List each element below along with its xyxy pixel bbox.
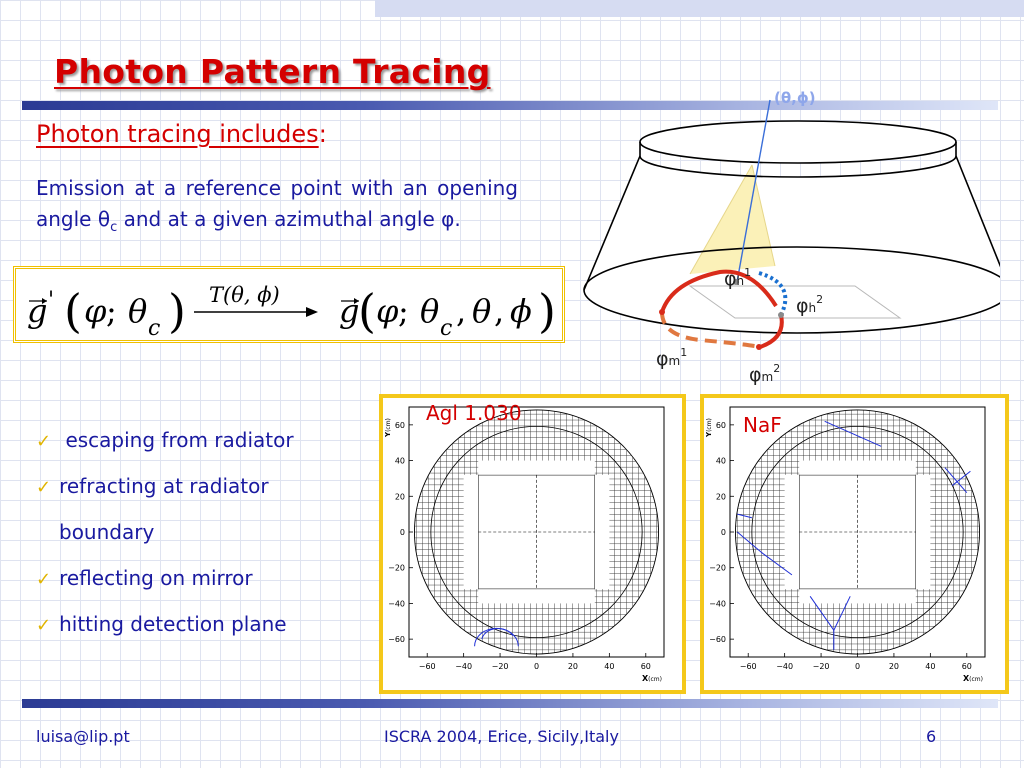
- footer-conference: ISCRA 2004, Erice, Sicily,Italy: [384, 727, 619, 746]
- lhs-semicolon: ;: [106, 292, 117, 330]
- y-tick-label: 0: [399, 528, 405, 537]
- plot-panel-agl: [379, 394, 686, 694]
- y-tick-label: −60: [709, 635, 726, 645]
- x-tick-label: 0: [854, 662, 861, 671]
- y-tick-label: 20: [394, 492, 405, 502]
- check-icon: ✓: [36, 615, 52, 636]
- subheading: [36, 120, 327, 148]
- y-tick-label: −40: [388, 599, 405, 609]
- detector-plot-agl: [383, 398, 682, 690]
- x-tick-label: 40: [604, 662, 615, 671]
- rhs-theta: θ: [420, 292, 440, 330]
- point-phi-m2: [756, 344, 762, 350]
- body-text-2: and at a given azimuthal angle: [117, 207, 442, 231]
- rhs-phi2: ϕ: [510, 292, 532, 330]
- lhs-phi: φ: [84, 292, 107, 330]
- lhs-g: g: [27, 292, 48, 330]
- transform-label: T(θ, ϕ): [209, 283, 280, 307]
- lhs-c: c: [148, 316, 161, 340]
- list-item-text: hitting detection plane: [59, 612, 287, 636]
- y-axis-label: Y(cm): [384, 418, 392, 437]
- list-item: [36, 609, 294, 655]
- x-tick-label: 20: [888, 662, 900, 671]
- x-tick-label: 0: [533, 662, 540, 671]
- list-item-text: reflecting on mirror: [59, 566, 253, 590]
- x-tick-label: 40: [925, 662, 936, 671]
- body-end: .: [454, 207, 461, 231]
- check-icon: ✓: [36, 477, 52, 498]
- detector-diagram: [580, 84, 1000, 389]
- label-phi-m1: $\varphi m^1$: [656, 346, 688, 370]
- rhs-comma-1: ,: [456, 292, 467, 330]
- rhs-close-paren: ): [538, 284, 556, 338]
- point-phi-m1: [659, 309, 665, 315]
- body-text-1: Emission at a reference point with an opening angle: [36, 176, 518, 231]
- grid-gap: [478, 461, 595, 475]
- plot-label-agl: Agl 1.030: [426, 401, 522, 425]
- y-tick-label: 0: [720, 528, 726, 537]
- lhs-theta: θ: [128, 292, 148, 330]
- plot-label-naf: NaF: [743, 413, 782, 437]
- plot-panel-naf: [700, 394, 1009, 694]
- y-tick-label: 40: [715, 456, 726, 466]
- lhs-open-paren: (: [64, 284, 82, 338]
- y-tick-label: 20: [715, 492, 726, 502]
- list-item-continuation: [36, 517, 294, 563]
- grid-gap: [916, 475, 931, 589]
- label-phi-m2: $\varphi m^2$: [749, 362, 781, 386]
- rhs-c: c: [440, 316, 453, 340]
- list-item-text: refracting at radiator: [59, 474, 269, 498]
- grid-gap: [478, 589, 595, 603]
- y-tick-label: 60: [715, 420, 726, 430]
- x-axis-label: X(cm): [642, 674, 662, 683]
- direction-label: (θ,ϕ): [774, 89, 816, 107]
- phi-symbol: φ: [441, 207, 455, 231]
- lhs-close-paren: ): [168, 284, 186, 338]
- y-tick-label: −20: [388, 563, 405, 573]
- grid-gap: [799, 461, 916, 475]
- rhs-g: g: [339, 292, 360, 330]
- rhs-semicolon: ;: [398, 292, 409, 330]
- y-tick-label: −60: [388, 635, 405, 645]
- footer-divider-bar: [22, 699, 998, 708]
- x-tick-label: 60: [640, 662, 651, 671]
- detector-plot-naf: [704, 398, 1005, 690]
- tracing-steps-list: [36, 425, 294, 655]
- rhs-open-paren: (: [358, 284, 376, 338]
- check-icon: ✓: [36, 431, 52, 452]
- theta-symbol: θ: [97, 207, 111, 231]
- cone-body: [584, 156, 1000, 333]
- formula-box: [13, 266, 565, 343]
- x-tick-label: −40: [776, 662, 794, 671]
- body-paragraph: [36, 173, 518, 243]
- footer-email: luisa@lip.pt: [36, 727, 130, 746]
- grid-gap: [799, 589, 916, 603]
- x-axis-label: X(cm): [963, 674, 983, 683]
- list-item-text: boundary: [59, 520, 155, 544]
- page-number: 6: [926, 727, 937, 746]
- list-item: [36, 425, 294, 471]
- radiator-top: [640, 121, 956, 163]
- list-item-text: escaping from radiator: [65, 428, 294, 452]
- x-tick-label: 60: [961, 662, 972, 671]
- grid-gap: [595, 475, 610, 589]
- slide-title: Photon Pattern Tracing: [54, 52, 491, 91]
- top-decor-band: [375, 0, 1024, 17]
- rhs-theta2: θ: [472, 292, 492, 330]
- y-tick-label: −40: [709, 599, 726, 609]
- point-phi-h2: [778, 312, 784, 318]
- subheading-text: Photon tracing includes: [36, 120, 319, 148]
- list-item: [36, 563, 294, 609]
- x-tick-label: −20: [491, 662, 509, 671]
- list-item: [36, 471, 294, 517]
- y-tick-label: −20: [709, 563, 726, 573]
- x-tick-label: −20: [812, 662, 830, 671]
- subheading-colon: :: [318, 120, 327, 148]
- grid-gap: [464, 475, 479, 589]
- y-axis-label: Y(cm): [705, 418, 713, 437]
- rhs-phi: φ: [376, 292, 399, 330]
- x-tick-label: 20: [567, 662, 579, 671]
- transformation-formula: [16, 269, 562, 340]
- theta-subscript: c: [110, 220, 118, 235]
- lhs-prime: ': [48, 288, 55, 313]
- x-tick-label: −60: [739, 662, 757, 671]
- x-tick-label: −60: [418, 662, 436, 671]
- y-tick-label: 60: [394, 420, 405, 430]
- label-phi-h2: $\varphi h^2$: [796, 293, 824, 317]
- check-icon: ✓: [36, 569, 52, 590]
- x-tick-label: −40: [455, 662, 473, 671]
- rhs-comma-2: ,: [494, 292, 505, 330]
- label-phi-h1: $\varphi h^1$: [724, 266, 752, 290]
- grid-gap: [785, 475, 800, 589]
- transform-arrow-head: [306, 307, 318, 317]
- y-tick-label: 40: [394, 456, 405, 466]
